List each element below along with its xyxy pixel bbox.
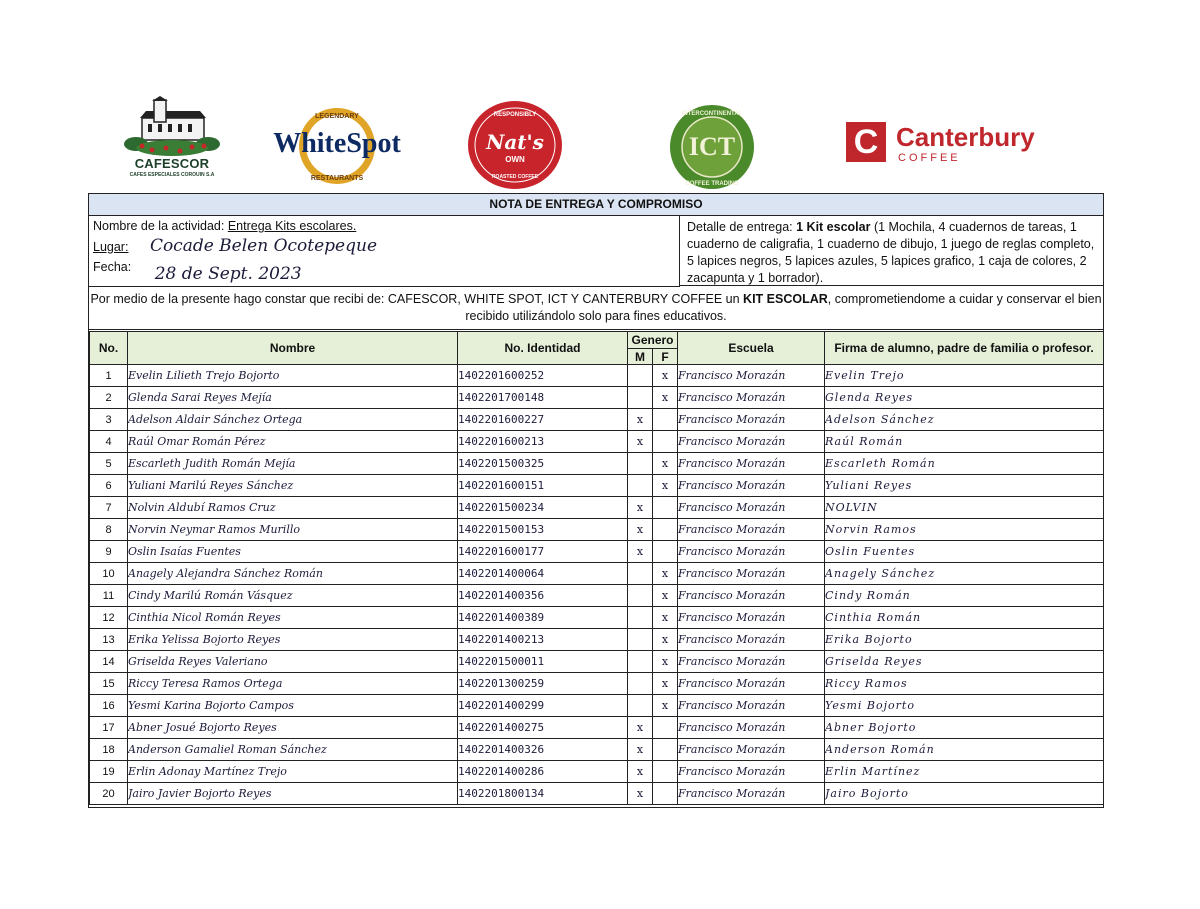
- table-row: [90, 453, 1104, 475]
- signature: Erika Bojorto: [825, 629, 1104, 651]
- cafescor-name: CAFESCOR: [134, 156, 210, 171]
- activity-value: Entrega Kits escolares.: [227, 219, 357, 233]
- student-name: Yesmi Karina Bojorto Campos: [128, 695, 458, 717]
- row-number: 15: [90, 673, 128, 695]
- gender-f-mark: x: [653, 629, 678, 651]
- gender-m-mark: [628, 607, 653, 629]
- canterbury-logo: [846, 118, 1058, 170]
- school-name: Francisco Morazán: [678, 629, 825, 651]
- form-title: NOTA DE ENTREGA Y COMPROMISO: [89, 194, 1103, 216]
- table-row: [90, 541, 1104, 563]
- activity-info: [89, 216, 680, 287]
- signature: Raúl Román: [825, 431, 1104, 453]
- school-name: Francisco Morazán: [678, 761, 825, 783]
- table-row: [90, 629, 1104, 651]
- detail-label: Detalle de entrega:: [687, 220, 793, 234]
- statement-pre: Por medio de la presente hago constar que recibi de: CAFESCOR, WHITE SPOT, ICT Y CANTERBURY COFFEE un: [90, 292, 744, 306]
- id-number: 1402201400356: [458, 585, 628, 607]
- place-line: [93, 236, 377, 256]
- nats-logo: [467, 100, 563, 190]
- signature: Abner Bojorto: [825, 717, 1104, 739]
- whitespot-spot: Spot: [346, 128, 401, 159]
- student-name: Griselda Reyes Valeriano: [128, 651, 458, 673]
- row-number: 3: [90, 409, 128, 431]
- signature: Erlin Martínez: [825, 761, 1104, 783]
- activity-line: [93, 219, 356, 233]
- school-name: Francisco Morazán: [678, 739, 825, 761]
- gender-m-mark: [628, 475, 653, 497]
- row-number: 6: [90, 475, 128, 497]
- id-number: 1402201600252: [458, 365, 628, 387]
- gender-f-mark: [653, 541, 678, 563]
- signature: Anderson Román: [825, 739, 1104, 761]
- header-no: No.: [90, 332, 128, 365]
- id-number: 1402201400064: [458, 563, 628, 585]
- whitespot-arc-bottom: RESTAURANTS: [310, 175, 364, 182]
- table-row: [90, 431, 1104, 453]
- gender-m-mark: [628, 563, 653, 585]
- gender-f-mark: [653, 739, 678, 761]
- table-row: [90, 607, 1104, 629]
- statement-post: , comprometiendome a cuidar y conservar el bien recibido utilizándolo solo para fines educativos.: [465, 292, 1102, 323]
- nats-arc-top: RESPONSIBLY: [493, 112, 537, 118]
- signature: Cindy Román: [825, 585, 1104, 607]
- ict-logo: [668, 104, 756, 190]
- student-name: Jairo Javier Bojorto Reyes: [128, 783, 458, 805]
- table-row: [90, 651, 1104, 673]
- school-name: Francisco Morazán: [678, 541, 825, 563]
- gender-f-mark: [653, 783, 678, 805]
- gender-m-mark: [628, 585, 653, 607]
- school-name: Francisco Morazán: [678, 651, 825, 673]
- school-name: Francisco Morazán: [678, 695, 825, 717]
- whitespot-white: White: [273, 128, 347, 159]
- row-number: 9: [90, 541, 128, 563]
- signature: Escarleth Román: [825, 453, 1104, 475]
- signature: Anagely Sánchez: [825, 563, 1104, 585]
- table-row: [90, 783, 1104, 805]
- gender-f-mark: x: [653, 453, 678, 475]
- table-row: [90, 387, 1104, 409]
- table-row: [90, 739, 1104, 761]
- student-name: Anderson Gamaliel Roman Sánchez: [128, 739, 458, 761]
- row-number: 11: [90, 585, 128, 607]
- student-name: Riccy Teresa Ramos Ortega: [128, 673, 458, 695]
- school-name: Francisco Morazán: [678, 475, 825, 497]
- cafescor-tagline: CAFES ESPECIALES COROUIN S.A: [129, 172, 215, 178]
- row-number: 19: [90, 761, 128, 783]
- gender-f-mark: x: [653, 695, 678, 717]
- gender-m-mark: [628, 651, 653, 673]
- gender-f-mark: [653, 497, 678, 519]
- table-row: [90, 673, 1104, 695]
- table-row: [90, 475, 1104, 497]
- signature: Norvin Ramos: [825, 519, 1104, 541]
- id-number: 1402201700148: [458, 387, 628, 409]
- student-name: Abner Josué Bojorto Reyes: [128, 717, 458, 739]
- signature: Evelin Trejo: [825, 365, 1104, 387]
- detail-kit: 1 Kit escolar: [796, 220, 871, 234]
- id-number: 1402201600151: [458, 475, 628, 497]
- id-number: 1402201500011: [458, 651, 628, 673]
- signature: Yuliani Reyes: [825, 475, 1104, 497]
- student-name: Escarleth Judith Román Mejía: [128, 453, 458, 475]
- delivery-form: [88, 193, 1104, 808]
- gender-m-mark: x: [628, 409, 653, 431]
- whitespot-wordmark: [262, 128, 412, 160]
- gender-m-mark: [628, 673, 653, 695]
- table-row: [90, 409, 1104, 431]
- date-value: 28 de Sept. 2023: [154, 264, 302, 284]
- signature: Cinthia Román: [825, 607, 1104, 629]
- school-name: Francisco Morazán: [678, 497, 825, 519]
- student-name: Nolvin Aldubí Ramos Cruz: [128, 497, 458, 519]
- header-f: F: [653, 349, 678, 365]
- activity-label: Nombre de la actividad:: [93, 219, 225, 233]
- ict-arc-bottom: COFFEE TRADING: [685, 181, 739, 187]
- row-number: 7: [90, 497, 128, 519]
- gender-m-mark: [628, 365, 653, 387]
- id-number: 1402201600227: [458, 409, 628, 431]
- gender-f-mark: x: [653, 585, 678, 607]
- signature: Yesmi Bojorto: [825, 695, 1104, 717]
- whitespot-logo: [262, 106, 412, 186]
- date-line: [93, 256, 302, 284]
- ict-arc-top: INTERCONTINENTAL: [681, 111, 743, 117]
- header-m: M: [628, 349, 653, 365]
- gender-m-mark: [628, 695, 653, 717]
- student-name: Cindy Marilú Román Vásquez: [128, 585, 458, 607]
- gender-f-mark: x: [653, 651, 678, 673]
- gender-m-mark: x: [628, 431, 653, 453]
- church-icon: [122, 96, 222, 158]
- table-row: [90, 519, 1104, 541]
- school-name: Francisco Morazán: [678, 585, 825, 607]
- place-value: Cocade Belen Ocotepeque: [149, 236, 378, 256]
- id-number: 1402201400213: [458, 629, 628, 651]
- student-name: Oslin Isaías Fuentes: [128, 541, 458, 563]
- nats-name: Nat's: [486, 130, 544, 154]
- school-name: Francisco Morazán: [678, 431, 825, 453]
- row-number: 2: [90, 387, 128, 409]
- id-number: 1402201400299: [458, 695, 628, 717]
- gender-m-mark: x: [628, 497, 653, 519]
- table-row: [90, 585, 1104, 607]
- detail-text: (1 Mochila, 4 cuadernos de tareas, 1 cuaderno de caligrafia, 1 cuaderno de dibujo, 1 juego de reglas completo, 5 lapices negros, 5 lapices azules, 5 lapices grafico, 1 caja de colores, 2 zacapunta y 1 borrador).: [687, 220, 1095, 285]
- gender-m-mark: x: [628, 739, 653, 761]
- school-name: Francisco Morazán: [678, 783, 825, 805]
- id-number: 1402201400326: [458, 739, 628, 761]
- cafescor-logo: [122, 96, 222, 190]
- date-label: Fecha:: [93, 260, 132, 274]
- row-number: 1: [90, 365, 128, 387]
- commitment-statement: [89, 287, 1103, 330]
- id-number: 1402201500153: [458, 519, 628, 541]
- recipients-body: [90, 365, 1104, 805]
- table-row: [90, 563, 1104, 585]
- row-number: 13: [90, 629, 128, 651]
- row-number: 18: [90, 739, 128, 761]
- school-name: Francisco Morazán: [678, 519, 825, 541]
- ict-name: ICT: [688, 132, 736, 161]
- signature: Adelson Sánchez: [825, 409, 1104, 431]
- signature: Riccy Ramos: [825, 673, 1104, 695]
- signature: Griselda Reyes: [825, 651, 1104, 673]
- place-label: Lugar:: [93, 240, 129, 254]
- header-id: No. Identidad: [458, 332, 628, 365]
- table-row: [90, 497, 1104, 519]
- student-name: Adelson Aldair Sánchez Ortega: [128, 409, 458, 431]
- gender-f-mark: x: [653, 387, 678, 409]
- student-name: Norvin Neymar Ramos Murillo: [128, 519, 458, 541]
- whitespot-arc-top: LEGENDARY: [315, 113, 359, 120]
- gender-f-mark: [653, 519, 678, 541]
- school-name: Francisco Morazán: [678, 387, 825, 409]
- gender-f-mark: x: [653, 365, 678, 387]
- signature: Jairo Bojorto: [825, 783, 1104, 805]
- gender-f-mark: x: [653, 673, 678, 695]
- row-number: 8: [90, 519, 128, 541]
- school-name: Francisco Morazán: [678, 607, 825, 629]
- canterbury-name: Canterbury: [896, 122, 1035, 152]
- id-number: 1402201500234: [458, 497, 628, 519]
- row-number: 20: [90, 783, 128, 805]
- student-name: Anagely Alejandra Sánchez Román: [128, 563, 458, 585]
- row-number: 16: [90, 695, 128, 717]
- id-number: 1402201400286: [458, 761, 628, 783]
- student-name: Glenda Sarai Reyes Mejía: [128, 387, 458, 409]
- header-genero: Genero: [628, 332, 678, 349]
- recipients-table: [89, 331, 1104, 805]
- delivery-detail: [680, 216, 1103, 286]
- gender-m-mark: [628, 629, 653, 651]
- table-row: [90, 717, 1104, 739]
- school-name: Francisco Morazán: [678, 453, 825, 475]
- header-name: Nombre: [128, 332, 458, 365]
- id-number: 1402201300259: [458, 673, 628, 695]
- student-name: Erika Yelissa Bojorto Reyes: [128, 629, 458, 651]
- signature: Glenda Reyes: [825, 387, 1104, 409]
- signature: Oslin Fuentes: [825, 541, 1104, 563]
- gender-f-mark: [653, 431, 678, 453]
- gender-m-mark: [628, 453, 653, 475]
- student-name: Raúl Omar Román Pérez: [128, 431, 458, 453]
- signature: NOLVIN: [825, 497, 1104, 519]
- school-name: Francisco Morazán: [678, 563, 825, 585]
- id-number: 1402201500325: [458, 453, 628, 475]
- id-number: 1402201800134: [458, 783, 628, 805]
- statement-bold: KIT ESCOLAR: [743, 292, 828, 306]
- gender-f-mark: x: [653, 475, 678, 497]
- school-name: Francisco Morazán: [678, 409, 825, 431]
- gender-m-mark: x: [628, 717, 653, 739]
- gender-m-mark: x: [628, 783, 653, 805]
- gender-f-mark: [653, 717, 678, 739]
- table-row: [90, 365, 1104, 387]
- canterbury-sub: COFFEE: [898, 152, 961, 164]
- school-name: Francisco Morazán: [678, 673, 825, 695]
- gender-f-mark: [653, 761, 678, 783]
- school-name: Francisco Morazán: [678, 717, 825, 739]
- gender-m-mark: x: [628, 519, 653, 541]
- row-number: 12: [90, 607, 128, 629]
- header-school: Escuela: [678, 332, 825, 365]
- student-name: Cinthia Nicol Román Reyes: [128, 607, 458, 629]
- row-number: 17: [90, 717, 128, 739]
- table-row: [90, 695, 1104, 717]
- school-name: Francisco Morazán: [678, 365, 825, 387]
- row-number: 10: [90, 563, 128, 585]
- nats-sub: OWN: [505, 155, 525, 164]
- gender-f-mark: x: [653, 563, 678, 585]
- gender-f-mark: [653, 409, 678, 431]
- row-number: 4: [90, 431, 128, 453]
- student-name: Evelin Lilieth Trejo Bojorto: [128, 365, 458, 387]
- gender-m-mark: x: [628, 541, 653, 563]
- table-row: [90, 761, 1104, 783]
- canterbury-mark-icon: C: [846, 122, 886, 162]
- row-number: 14: [90, 651, 128, 673]
- gender-f-mark: x: [653, 607, 678, 629]
- id-number: 1402201400389: [458, 607, 628, 629]
- row-number: 5: [90, 453, 128, 475]
- gender-m-mark: x: [628, 761, 653, 783]
- id-number: 1402201600213: [458, 431, 628, 453]
- id-number: 1402201400275: [458, 717, 628, 739]
- nats-arc-bottom: ROASTED COFFEE: [491, 174, 539, 180]
- student-name: Yuliani Marilú Reyes Sánchez: [128, 475, 458, 497]
- id-number: 1402201600177: [458, 541, 628, 563]
- gender-m-mark: [628, 387, 653, 409]
- student-name: Erlin Adonay Martínez Trejo: [128, 761, 458, 783]
- header-sign: Firma de alumno, padre de familia o profesor.: [825, 332, 1104, 365]
